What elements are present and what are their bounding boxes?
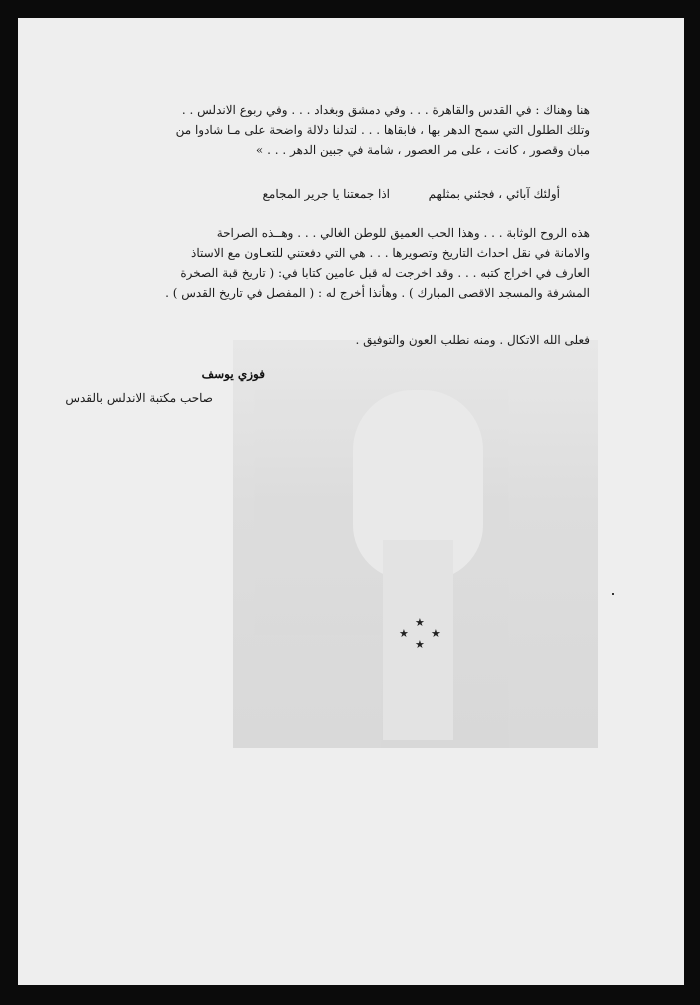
star-icon: ★ (399, 627, 409, 640)
bleed-through-portrait (233, 340, 598, 748)
paragraph-2 (150, 223, 590, 303)
paragraph-3 (150, 330, 590, 350)
paragraph-1-line-2: وتلك الطلول التي سمح الدهر بها ، فابقاها . . . لتدلنا دلالة واضحة على مـا شادوا من (175, 123, 590, 137)
verse-first-hemistich: أولئك آبائي ، فجئني بمثلهم (428, 187, 560, 201)
ink-speck (612, 593, 614, 595)
signature-title: صاحب مكتبة الاندلس بالقدس (65, 391, 213, 405)
verse-second-hemistich: اذا جمعتنا يا جرير المجامع (262, 187, 390, 201)
signature-name: فوزي يوسف (201, 367, 265, 381)
paragraph-2-line-1: هذه الروح الوثابة . . . وهذا الحب العميق للوطن الغالي . . . وهــذه الصراحة (216, 226, 590, 240)
paragraph-3-line-1: فعلى الله الاتكال . ومنه نطلب العون والتوفيق . (355, 333, 590, 347)
document-page (18, 18, 684, 985)
paragraph-2-line-4: المشرفة والمسجد الاقصى المبارك ) . وهأنذا أخرج له : ( المفصل في تاريخ القدس ) . (165, 286, 590, 300)
star-icon: ★ (431, 627, 441, 640)
paragraph-1-line-1: هنا وهناك : في القدس والقاهرة . . . وفي دمشق وبغداد . . . وفي ربوع الاندلس . . (181, 103, 590, 117)
star-icon: ★ (415, 638, 425, 651)
paragraph-1-line-3: مبان وقصور ، كانت ، على مر العصور ، شامة في جبين الدهر . . . » (255, 143, 590, 157)
paragraph-2-line-2: والامانة في نقل احداث التاريخ وتصويرها . . . هي التي دفعتني للتعـاون مع الاستاذ (191, 246, 590, 260)
paragraph-2-line-3: العارف في اخراج كتبه . . . وقد اخرجت له قبل عامين كتابا في: ( تاريخ قبة الصخرة (180, 266, 590, 280)
paragraph-1 (150, 100, 590, 160)
star-ornament (395, 617, 445, 651)
star-icon: ★ (415, 616, 425, 629)
